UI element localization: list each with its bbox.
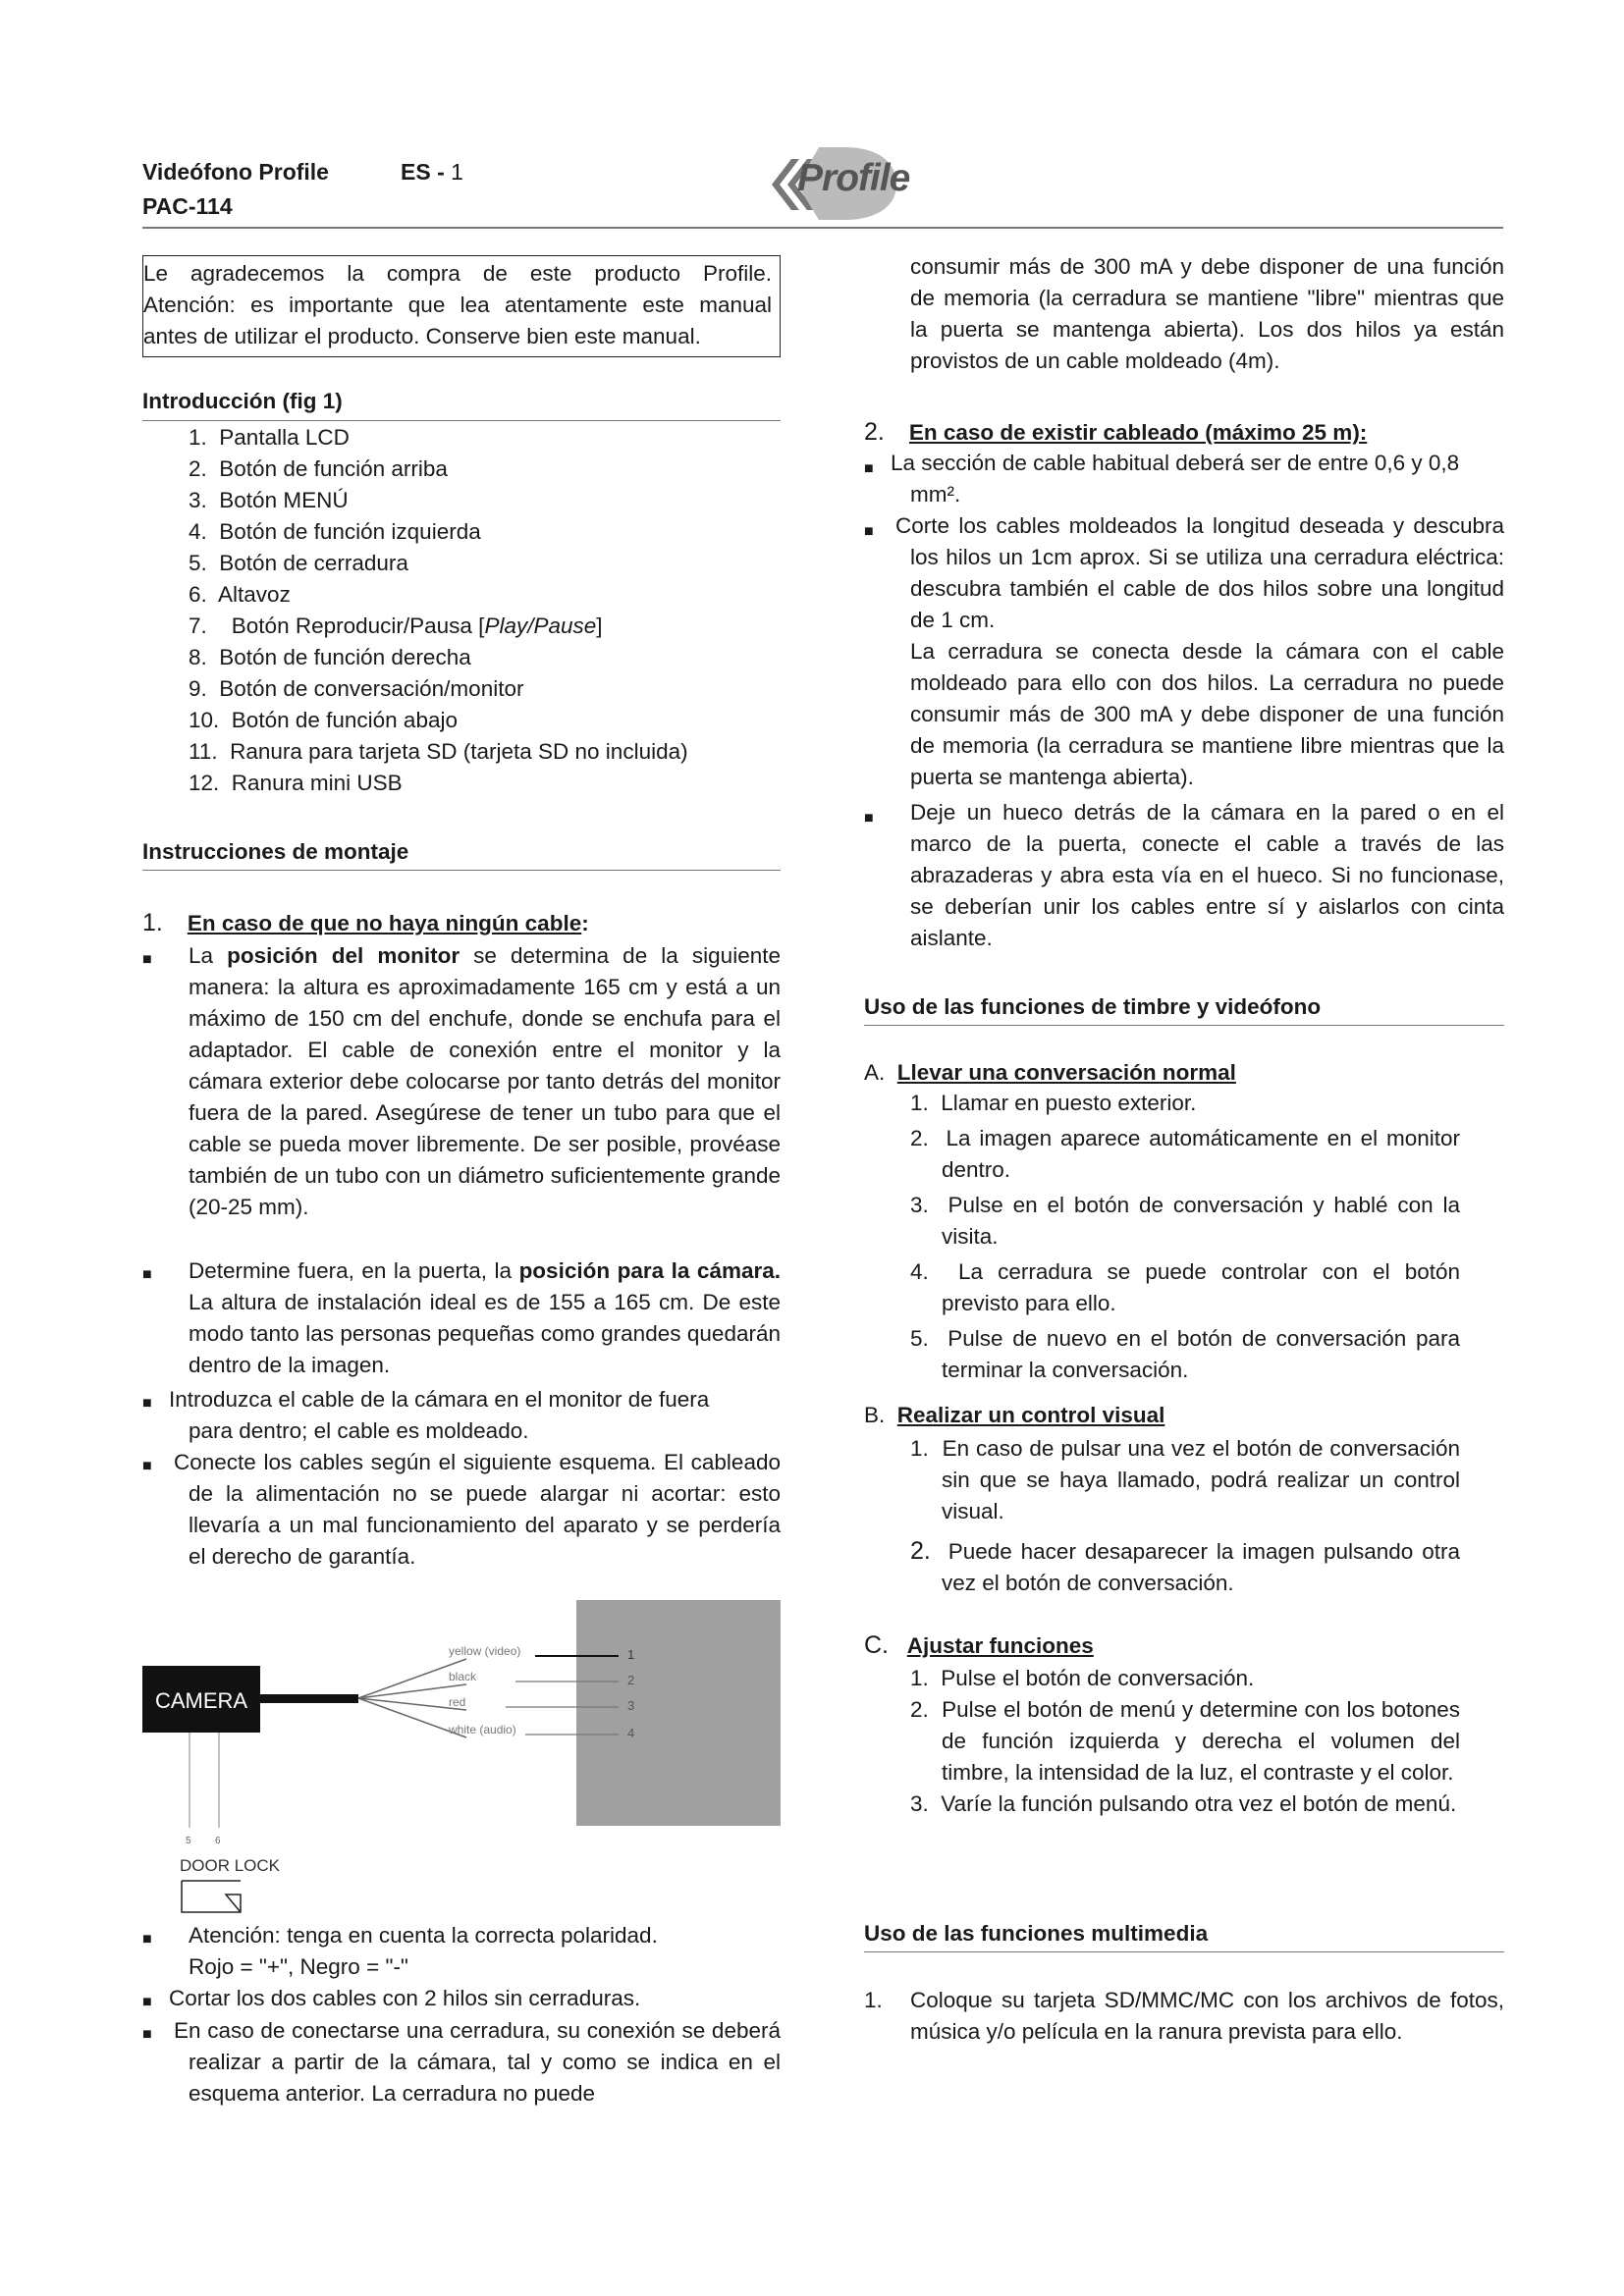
list-item: 9. Botón de conversación/monitor [189,676,524,701]
camera-cable [260,1694,358,1703]
list-item: 4. La cerradura se puede controlar con el botón previsto para ello. [910,1259,1460,1315]
list-visual-control [910,1433,1460,1599]
bullet-icon: ■ [142,2026,152,2043]
wire-label-red: red [449,1695,466,1709]
list-item: 12. Ranura mini USB [189,771,403,795]
door-lock-label: DOOR LOCK [180,1856,281,1875]
list-item: 6. Altavoz [189,582,291,607]
section-divider [864,1025,1504,1026]
bullet-icon: ■ [142,1931,152,1948]
subsection-c-heading: C. Ajustar funciones [864,1631,1094,1659]
intro-line-2: Atención: es importante que lea atentamente este manual [143,293,772,317]
list-item: 5. Botón de cerradura [189,551,408,575]
section-heading-introduccion: Introducción (fig 1) [142,389,343,413]
paragraph-camera-position: Determine fuera, en la puerta, la posición para la cámara. La altura de instalación ideal es de 155 a 165 cm. De este modo tanto las personas pequeñas como grandes quedarán dentro de la imagen. [189,1258,781,1377]
bullet-icon: ■ [142,1266,152,1283]
multimedia-item-text: Coloque su tarjeta SD/MMC/MC con los archivos de fotos, música y/o película en la ranura prevista para ello. [910,1988,1504,2044]
bullet-icon: ■ [142,1395,152,1412]
paragraph-cable-intro: Introduzca el cable de la cámara en el monitor de fuera para dentro; el cable es moldeado. [169,1387,710,1443]
document-title: Videófono Profile [142,159,329,185]
list-item: 2. Pulse el botón de menú y determine con los botones de función izquierda y derecha el volumen del timbre, la intensidad de la luz, el contraste y el color. [910,1697,1460,1785]
intro-list [189,422,688,799]
door-lock-icon [182,1881,241,1912]
paragraph-monitor-position: La posición del monitor se determina de la siguiente manera: la altura es aproximadamente 165 cm y está a un máximo de 150 cm del enchufe, donde se enchufa para el adaptador. El cable de conexión entre el monitor y la cámara exterior debe colocarse por tanto detrás del monitor fuera de la pared. Asegúrese de tener un tubo para que el cable se pueda mover libremente. De ser posible, provéase también de un tubo con un diámetro suficientemente grande (20-25 mm). [189,943,781,1219]
terminal-4: 4 [627,1726,635,1740]
bullet-icon: ■ [864,460,874,477]
bullet-icon: ■ [864,810,874,827]
list-adjust-functions [910,1663,1460,1820]
list-item: 3. Varíe la función pulsando otra vez el botón de menú. [910,1791,1457,1816]
list-item: 2. La imagen aparece automáticamente en el monitor dentro. [910,1126,1460,1182]
list-item: 8. Botón de función derecha [189,645,471,669]
section-heading-multimedia: Uso de las funciones multimedia [864,1921,1209,1946]
list-item: 7. Botón Reproducir/Pausa [Play/Pause] [189,614,603,638]
wiring-diagram [142,1600,781,1914]
list-item: 1. Pulse el botón de conversación. [910,1666,1255,1690]
list-item: 2. Botón de función arriba [189,456,448,481]
section-divider [864,1951,1504,1952]
intro-notice-box [142,255,781,357]
paragraph-cut-cables: Cortar los dos cables con 2 hilos sin cerraduras. [169,1986,641,2010]
bullet-icon: ■ [142,951,152,968]
multimedia-item-number: 1. [864,1988,883,2012]
section-heading-timbre: Uso de las funciones de timbre y videófono [864,994,1322,1019]
logo-text: Profile [797,157,910,199]
subsection-a-heading: A. Llevar una conversación normal [864,1060,1236,1085]
terminal-3: 3 [627,1698,635,1713]
terminal-2: 2 [627,1673,635,1687]
bullet-icon: ■ [142,1458,152,1474]
model-number: PAC-114 [142,193,233,219]
monitor-box [576,1600,781,1826]
header-divider [142,227,1503,229]
paragraph-connect-cables: Conecte los cables según el siguiente esquema. El cableado de la alimentación no se puede alargar ni acortar: esto llevaría a un mal funcionamiento del aparato y se perdería el derecho de garantía. [174,1450,781,1569]
wire-label-black: black [449,1670,477,1683]
wire-label-yellow: yellow (video) [449,1644,521,1658]
case-2-heading: 2. En caso de existir cableado (máximo 25 m): [864,418,1368,446]
paragraph-lock-connect: La cerradura se conecta desde la cámara con el cable moldeado para ello con dos hilos. La cerradura no puede consumir más de 300 mA y debe disponer de una función de memoria (la cerradura se mantiene libre mientras que la puerta se mantenga abierta). [910,639,1504,789]
list-item: 2. Puede hacer desaparecer la imagen pulsando otra vez el botón de conversación. [910,1537,1460,1595]
terminal-1: 1 [627,1647,635,1662]
list-item: 1. Pantalla LCD [189,425,350,450]
intro-line-3: antes de utilizar el producto. Conserve bien este manual. [143,324,701,348]
paragraph-polarity: Atención: tenga en cuenta la correcta polaridad. Rojo = "+", Negro = "-" [189,1923,658,1979]
list-item: 3. Botón MENÚ [189,488,349,512]
bullet-icon: ■ [864,523,874,540]
list-item: 3. Pulse en el botón de conversación y hablé con la visita. [910,1193,1460,1249]
paragraph-cut-moulded: Corte los cables moldeados la longitud deseada y descubra los hilos un 1cm aprox. Si se utiliza una cerradura eléctrica: descubra también el cable de dos hilos sobre una longitud de 1 cm. [895,513,1504,632]
paragraph-lock-continued: consumir más de 300 mA y debe disponer de una función de memoria (la cerradura se mantiene "libre" mientras que la puerta se mantenga abierta). Los dos hilos ya están provistos de un cable moldeado (4m). [910,254,1504,373]
paragraph-lock-connection: En caso de conectarse una cerradura, su conexión se deberá realizar a partir de la cámara, tal y como se indica en el esquema anterior. La cerradura no puede [174,2018,781,2106]
list-item: 10. Botón de función abajo [189,708,458,732]
lock-pin-5: 5 [186,1836,191,1846]
paragraph-cable-section: La sección de cable habitual deberá ser de entre 0,6 y 0,8 mm². [891,451,1460,507]
list-item: 1. Llamar en puesto exterior. [910,1091,1197,1115]
subsection-b-heading: B. Realizar un control visual [864,1403,1165,1427]
list-conversation [910,1088,1460,1386]
camera-label: CAMERA [154,1688,248,1713]
section-divider [142,420,781,421]
wire-label-white: white (audio) [449,1723,516,1736]
case-1-heading: 1. En caso de que no haya ningún cable: [142,909,589,936]
list-item: 11. Ranura para tarjeta SD (tarjeta SD no incluida) [189,739,688,764]
list-item: 1. En caso de pulsar una vez el botón de conversación sin que se haya llamado, podrá realizar un control visual. [910,1436,1460,1523]
paragraph-wall-gap: Deje un hueco detrás de la cámara en la pared o en el marco de la puerta, conecte el cable a través de las abrazaderas y abra esta vía en el hueco. Si no funcionase, se deberían unir los cables entre sí y aislarlos con cinta aislante. [910,800,1504,950]
intro-line-1: Le agradecemos la compra de este producto Profile. [143,261,772,286]
section-divider [142,870,781,871]
lock-pin-6: 6 [215,1836,221,1846]
section-heading-montaje: Instrucciones de montaje [142,839,409,864]
page-number: ES - 1 [401,159,463,185]
bullet-icon: ■ [142,1994,152,2010]
list-item: 4. Botón de función izquierda [189,519,481,544]
list-item: 5. Pulse de nuevo en el botón de conversación para terminar la conversación. [910,1326,1460,1382]
